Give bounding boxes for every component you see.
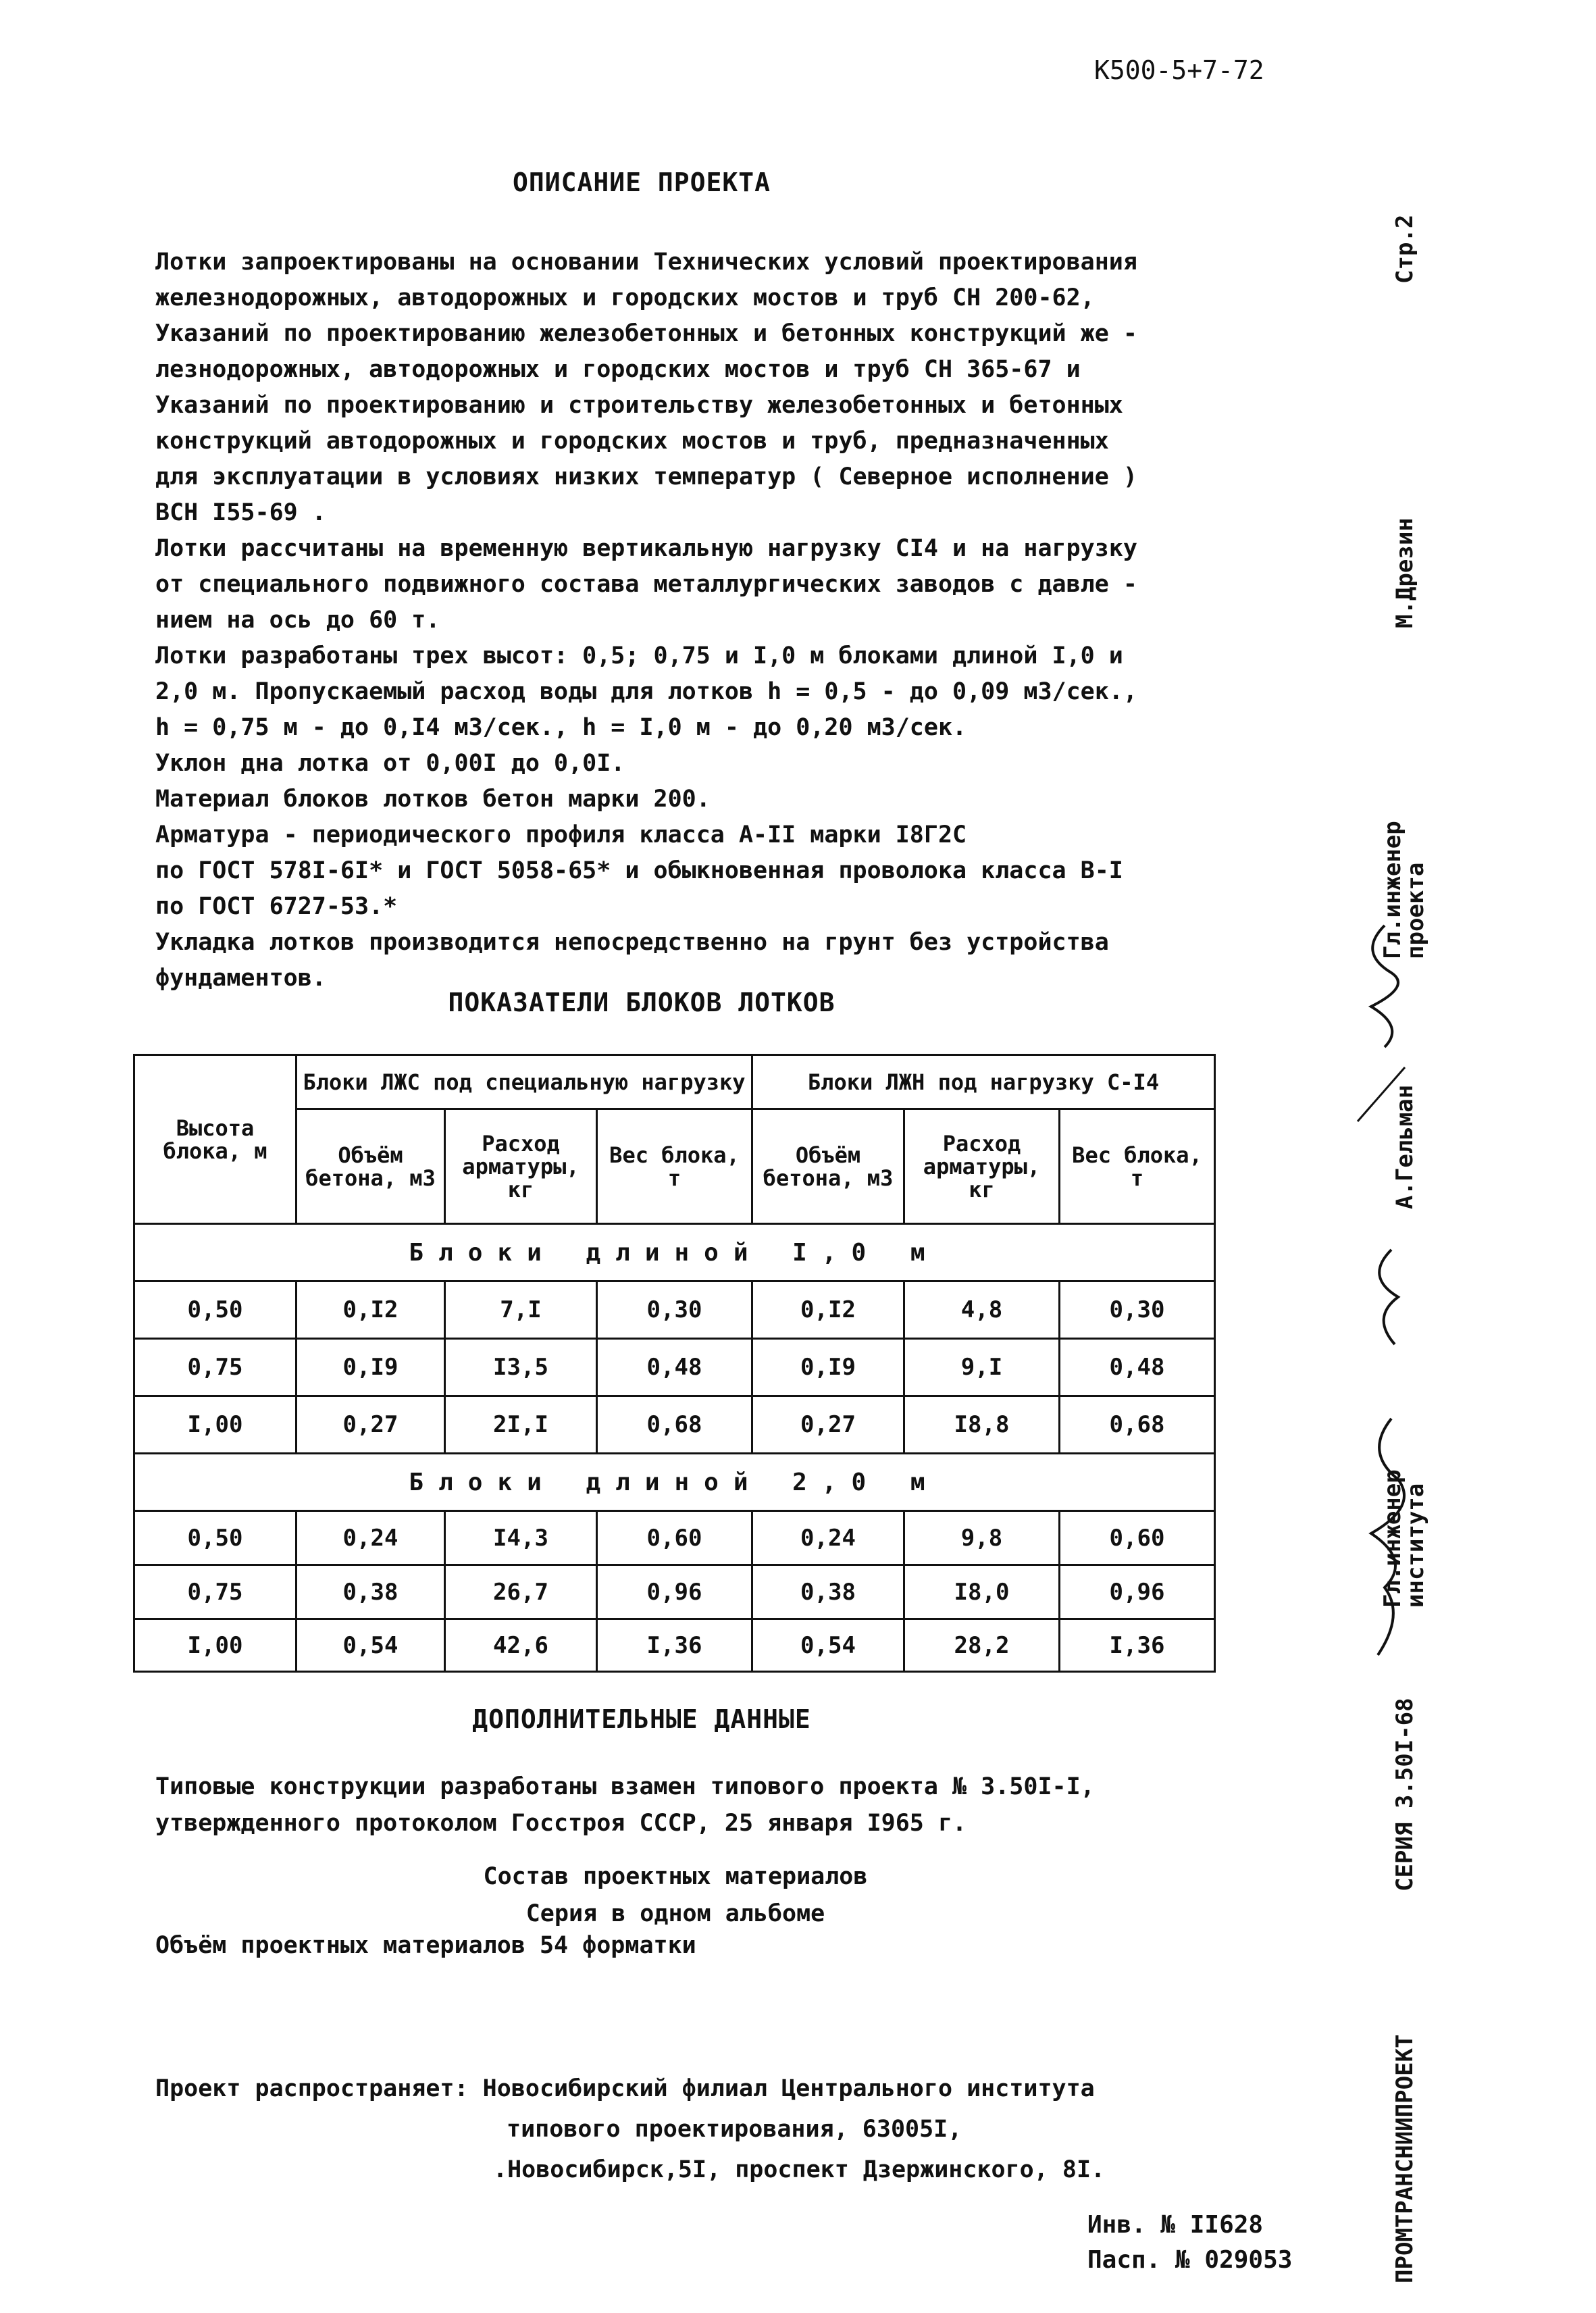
table-cell: 0,I2	[297, 1281, 445, 1339]
table-cell: I,36	[1060, 1619, 1215, 1672]
table-cell: 0,24	[297, 1511, 445, 1565]
table-cell: 0,48	[1060, 1339, 1215, 1396]
table-cell: 0,75	[134, 1565, 297, 1619]
table-cell: I3,5	[445, 1339, 597, 1396]
signature-chief-engineer	[1371, 1419, 1404, 1655]
table-cell: 0,27	[752, 1396, 904, 1454]
table-cell: 9,8	[904, 1511, 1060, 1565]
height-header: Высота блока, м	[134, 1055, 297, 1224]
col-header: Расход арматуры, кг	[904, 1109, 1060, 1224]
section-label: Блоки длиной 2,0 м	[134, 1454, 1215, 1511]
table-cell: 0,96	[597, 1565, 752, 1619]
additional-title: ДОПОЛНИТЕЛЬНЫЕ ДАННЫЕ	[472, 1704, 811, 1734]
description-line: лезнодорожных, автодорожных и городских мостов и труб СН 365-67 и	[155, 356, 1081, 383]
description-line: Указаний по проектированию и строительству железобетонных и бетонных	[155, 392, 1123, 419]
additional-text	[155, 1769, 1304, 1841]
description-line: Лотки разработаны трех высот: 0,5; 0,75 и I,0 м блоками длиной I,0 и	[155, 642, 1123, 669]
col-header: Расход арматуры, кг	[445, 1109, 597, 1224]
description-line: Арматура - периодического профиля класса А-II марки I8Г2С	[155, 821, 967, 848]
table-cell: I8,0	[904, 1565, 1060, 1619]
table-cell: 0,68	[597, 1396, 752, 1454]
table-row	[134, 1619, 1215, 1672]
table-cell: 0,I2	[752, 1281, 904, 1339]
description-line: Указаний по проектированию железобетонных и бетонных конструкций же -	[155, 320, 1137, 347]
group-header-c14: Блоки ЛЖН под нагрузку С-I4	[752, 1055, 1215, 1109]
signature-dreizin	[1371, 925, 1398, 1047]
description-line: от специального подвижного состава металлургических заводов с давле -	[155, 571, 1137, 598]
table-cell: 0,54	[297, 1619, 445, 1672]
table-title: ПОКАЗАТЕЛИ БЛОКОВ ЛОТКОВ	[448, 988, 835, 1017]
table-cell: 0,60	[597, 1511, 752, 1565]
signature-gelman	[1379, 1250, 1398, 1344]
volume-line: Объём проектных материалов 54 форматки	[155, 1932, 696, 1959]
organization-name: ПРОМТРАНСНИИПРОЕКТ	[1391, 2034, 1418, 2283]
page-number: Стр.2	[1391, 214, 1418, 284]
table-cell: 0,30	[597, 1281, 752, 1339]
inventory-block	[1087, 2208, 1292, 2278]
table-cell: 0,60	[1060, 1511, 1215, 1565]
table-cell: 0,27	[297, 1396, 445, 1454]
passport-number: Пасп. № 029053	[1087, 2246, 1293, 2274]
additional-line: Типовые конструкции разработаны взамен типового проекта № 3.50I-I,	[155, 1773, 1095, 1800]
description-line: по ГОСТ 6727-53.*	[155, 893, 398, 920]
table-row	[134, 1511, 1215, 1565]
description-line: для эксплуатации в условиях низких температур ( Северное исполнение )	[155, 463, 1137, 490]
table-cell: 0,24	[752, 1511, 904, 1565]
description-line: 2,0 м. Пропускаемый расход воды для лотков h = 0,5 - до 0,09 м3/сек.,	[155, 678, 1137, 705]
table-cell: 0,30	[1060, 1281, 1215, 1339]
description-line: железнодорожных, автодорожных и городских мостов и труб СН 200-62,	[155, 284, 1095, 311]
blocks-table	[133, 1054, 1216, 1673]
col-header: Вес блока, т	[1060, 1109, 1215, 1224]
distribution-line: типового проектирования, 63005I,	[507, 2116, 962, 2143]
table-row	[134, 1396, 1215, 1454]
description-block	[155, 245, 1182, 996]
table-cell: 0,50	[134, 1511, 297, 1565]
table-cell: 0,68	[1060, 1396, 1215, 1454]
table-cell: 0,75	[134, 1339, 297, 1396]
table-cell: 28,2	[904, 1619, 1060, 1672]
col-header: Объём бетона, м3	[752, 1109, 904, 1224]
chief-engineer-institute: Гл.инженер института	[1379, 1469, 1429, 1608]
table-cell: 0,96	[1060, 1565, 1215, 1619]
table-cell: 0,I9	[752, 1339, 904, 1396]
description-line: Уклон дна лотка от 0,00I до 0,0I.	[155, 750, 625, 777]
group-header-special: Блоки ЛЖС под специальную нагрузку	[297, 1055, 752, 1109]
chief-engineer-project: Гл.инженер проекта	[1379, 821, 1429, 959]
document-code: К500-5+7-72	[1094, 55, 1264, 85]
description-line: нием на ось до 60 т.	[155, 607, 440, 634]
table-cell: 4,8	[904, 1281, 1060, 1339]
author-name: М.Дрезин	[1391, 517, 1418, 628]
table-row	[134, 1339, 1215, 1396]
table-row	[134, 1565, 1215, 1619]
series-line: Серия в одном альбоме	[525, 1900, 825, 1927]
distribution-line: Проект распространяет: Новосибирский филиал Центрального института	[155, 2075, 1095, 2102]
table-cell: 0,38	[752, 1565, 904, 1619]
description-line: конструкций автодорожных и городских мостов и труб, предназначенных	[155, 428, 1109, 455]
description-line: ВСН I55-69 .	[155, 499, 326, 526]
description-line: фундаментов.	[155, 965, 326, 992]
table-cell: I,00	[134, 1619, 297, 1672]
table-cell: I4,3	[445, 1511, 597, 1565]
gelman-name: А.Гельман	[1391, 1084, 1418, 1209]
col-header: Вес блока, т	[597, 1109, 752, 1224]
table-cell: 2I,I	[445, 1396, 597, 1454]
table-cell: 0,54	[752, 1619, 904, 1672]
signature-chief-graphic	[1351, 1412, 1432, 1669]
composition-heading: Состав проектных материалов	[483, 1863, 868, 1890]
signatures-graphic	[1344, 898, 1425, 1371]
table-cell: 0,50	[134, 1281, 297, 1339]
table-row	[134, 1281, 1215, 1339]
table-cell: I,36	[597, 1619, 752, 1672]
distribution-line: .Новосибирск,5I, проспект Дзержинского, 8I.	[493, 2156, 1106, 2183]
description-line: h = 0,75 м - до 0,I4 м3/сек., h = I,0 м - до 0,20 м3/сек.	[155, 714, 967, 741]
table-cell: 0,48	[597, 1339, 752, 1396]
table-cell: I8,8	[904, 1396, 1060, 1454]
table-cell: 0,38	[297, 1565, 445, 1619]
inventory-number: Инв. № II628	[1087, 2211, 1264, 2239]
table-cell: 7,I	[445, 1281, 597, 1339]
distribution-block	[155, 2068, 1105, 2190]
section-label: Блоки длиной I,0 м	[134, 1224, 1215, 1281]
description-line: Материал блоков лотков бетон марки 200.	[155, 786, 711, 813]
table-cell: 0,I9	[297, 1339, 445, 1396]
page-title: ОПИСАНИЕ ПРОЕКТА	[512, 168, 771, 197]
table-cell: 26,7	[445, 1565, 597, 1619]
additional-line: утвержденного протоколом Госстроя СССР, 25 января I965 г.	[155, 1810, 967, 1837]
table-cell: I,00	[134, 1396, 297, 1454]
description-line: Лотки рассчитаны на временную вертикальную нагрузку СI4 и на нагрузку	[155, 535, 1137, 562]
description-line: Лотки запроектированы на основании Технических условий проектирования	[155, 249, 1137, 276]
description-line: Укладка лотков производится непосредственно на грунт без устройства	[155, 929, 1109, 956]
col-header: Объём бетона, м3	[297, 1109, 445, 1224]
separator-line	[1358, 1067, 1405, 1121]
series-label: СЕРИЯ 3.50I-68	[1391, 1698, 1418, 1891]
table-cell: 9,I	[904, 1339, 1060, 1396]
description-line: по ГОСТ 578I-6I* и ГОСТ 5058-65* и обыкновенная проволока класса В-I	[155, 857, 1123, 884]
table-cell: 42,6	[445, 1619, 597, 1672]
